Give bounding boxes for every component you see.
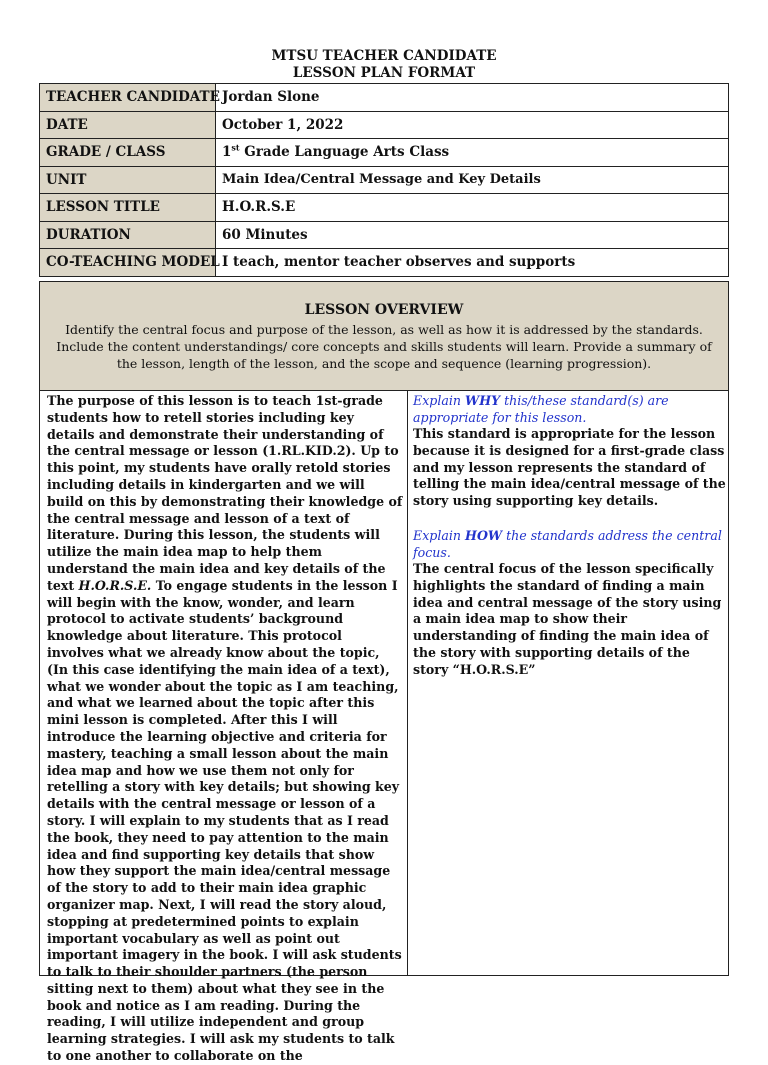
- how-standards-prompt: [413, 527, 728, 561]
- prompt-text: Explain: [413, 527, 466, 543]
- duration-value: 60 Minutes: [216, 221, 729, 249]
- summary-part-1: The purpose of this lesson is to teach 1st-grade students how to retell stories including key details and demonstrate their understanding of the central message or lesson (1.RL.KID.2). Up to this point, my students have orally retold stories including details in kindergarten and we will build on this by demonstrating their knowledge of the central message and lesson of a text of literature. During this lesson, the students will utilize the main idea map to help them understand the main idea and key details of the text: [47, 393, 403, 593]
- lesson-content-table: [39, 390, 729, 1064]
- summary-part-2: To engage students in the lesson I will begin with the know, wonder, and learn protocol to activate students’ background knowledge about literature. This protocol involves what we already know about the topic, (In this case identifying the main idea of a text), what we wonder about the topic as I am teaching, and what we learned about the topic after this mini lesson is completed. After this I will introduce the learning objective and criteria for mastery, teaching a small lesson about the main idea map and how we use them not only for retelling a story with key details; but showing key details with the central message or lesson of a story. I will explain to my students that as I read the book, they need to pay attention to the main idea and find supporting key details that show how they support the main idea/central message of the story to add to their main idea graphic organizer map. Next, I will read the story aloud, stopping at predetermined points to explain important vocabulary as well as point out important imagery in the book. I will ask students to talk to their shoulder partners (the person sitting next to them) about what they see in the book and notice as I am reading. During the reading, I will utilize independent and group learning strategies. I will ask my students to talk to one another to collaborate on the: [47, 577, 402, 1064]
- lesson-overview-instructions: Identify the central focus and purpose of the lesson, as well as how it is addressed by the standards. Include the content understandings/ core concepts and skills students will learn. Provide a summary of the lesson, length of the lesson, and the scope and sequence (learning progression).: [56, 322, 712, 371]
- table-row: [40, 111, 729, 139]
- how-standards-answer: The central focus of the lesson specifically highlights the standard of finding a main idea and central message of the story using a main idea map to show their understanding of finding the main idea of the story with supporting details of the story “H.O.R.S.E”: [413, 560, 722, 677]
- unit-value: Main Idea/Central Message and Key Details: [216, 166, 729, 194]
- table-row: [40, 139, 729, 167]
- grade-description: Grade Language Arts Class: [239, 144, 450, 161]
- standards-column: [408, 391, 728, 975]
- grade-class-value: [216, 139, 729, 167]
- book-title: H.O.R.S.E.: [78, 577, 152, 593]
- table-row: [40, 84, 729, 112]
- prompt-text: the standards address the central focus.: [413, 527, 722, 560]
- table-row: [40, 194, 729, 222]
- lesson-overview-heading: LESSON OVERVIEW: [304, 302, 464, 318]
- table-row: [40, 166, 729, 194]
- grade-number: 1: [222, 144, 232, 161]
- lesson-overview-box: [39, 281, 729, 391]
- why-standards-answer: This standard is appropriate for the lesson because it is designed for a first-grade class and my lesson represents the standard of telling the main idea/central message of the story using supporting key details.: [413, 426, 726, 509]
- document-subtitle: LESSON PLAN FORMAT: [292, 65, 476, 81]
- unit-label: UNIT: [40, 166, 216, 194]
- document-title: MTSU TEACHER CANDIDATE: [271, 48, 497, 64]
- prompt-emphasis: WHY: [465, 393, 501, 408]
- prompt-text: Explain: [413, 393, 466, 408]
- lesson-summary-text: [47, 393, 403, 1065]
- table-row: [40, 221, 729, 249]
- prompt-text: this/these standard(s) are appropriate for this lesson.: [413, 393, 669, 425]
- prompt-emphasis: HOW: [465, 527, 503, 543]
- date-value: October 1, 2022: [216, 111, 729, 139]
- date-label: DATE: [40, 111, 216, 139]
- co-teaching-model-value: I teach, mentor teacher observes and supports: [216, 249, 729, 277]
- lesson-title-value: H.O.R.S.E: [216, 194, 729, 222]
- duration-label: DURATION: [40, 221, 216, 249]
- table-row: [40, 249, 729, 277]
- why-standards-prompt: [413, 392, 728, 426]
- lesson-title-label: LESSON TITLE: [40, 194, 216, 222]
- lesson-summary-column: [40, 391, 408, 1064]
- co-teaching-model-label: CO-TEACHING MODEL: [40, 249, 216, 277]
- teacher-candidate-value: Jordan Slone: [216, 84, 729, 112]
- grade-class-label: GRADE / CLASS: [40, 139, 216, 167]
- lesson-info-table: [39, 83, 729, 277]
- grade-ordinal: st: [231, 142, 240, 153]
- teacher-candidate-label: TEACHER CANDIDATE: [40, 84, 216, 112]
